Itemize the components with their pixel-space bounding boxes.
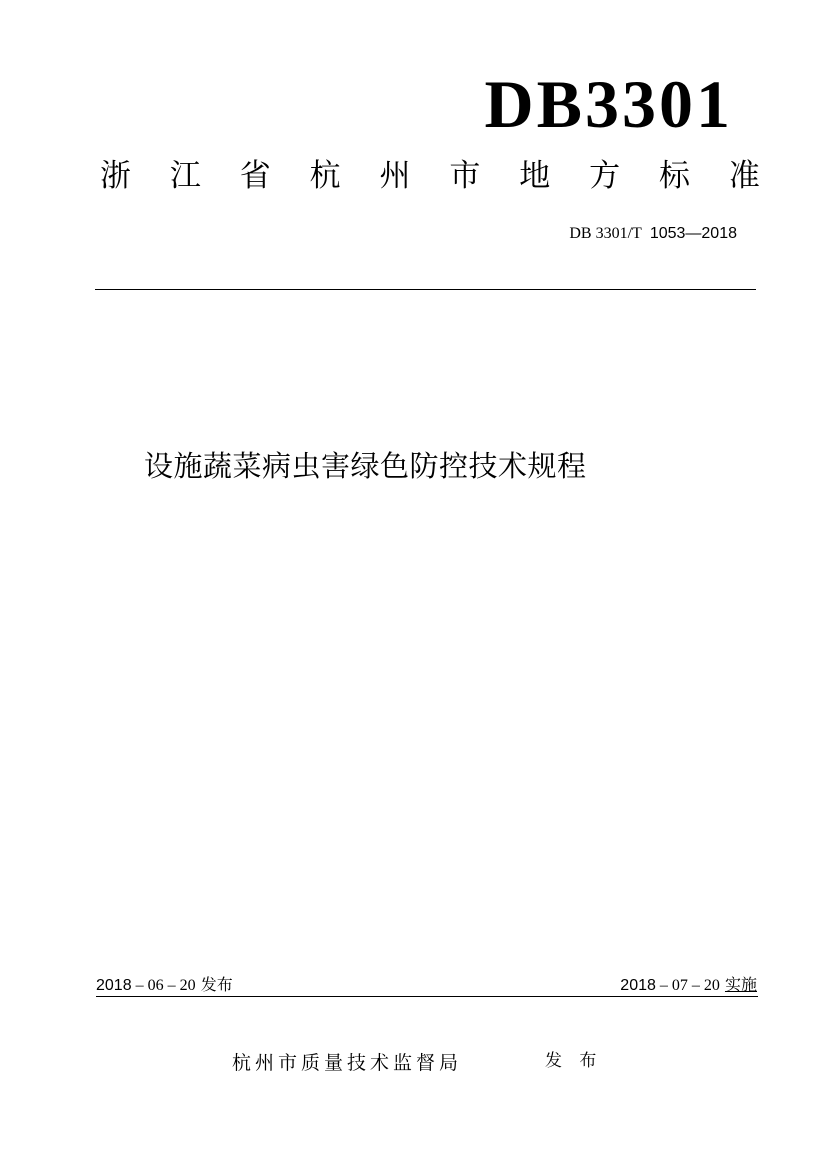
- standard-type-char: 州: [379, 158, 411, 194]
- standard-type-char: 准: [728, 158, 760, 194]
- implement-date-year: 2018: [620, 977, 656, 994]
- standard-type-char: 省: [239, 158, 271, 194]
- issue-label: 发布: [200, 975, 233, 994]
- standard-type-char: 地: [519, 158, 551, 194]
- standard-number-suffix: 1053—2018: [649, 225, 737, 242]
- implement-label: 实施: [724, 975, 757, 994]
- standard-type-char: 市: [449, 158, 481, 194]
- document-title: 设施蔬菜病虫害绿色防控技术规程: [144, 449, 587, 483]
- standard-code-mark: DB3301: [484, 66, 733, 142]
- footer-divider: [96, 996, 758, 997]
- issue-date-rest: – 06 – 20: [131, 977, 196, 994]
- standard-type-char: 杭: [309, 158, 341, 194]
- publisher-name: 杭州市质量技术监督局: [232, 1052, 463, 1074]
- issue-date-year: 2018: [96, 977, 132, 994]
- standard-type-char: 浙: [100, 158, 131, 194]
- standard-type-char: 江: [169, 158, 201, 194]
- implement-date: [620, 975, 757, 996]
- publish-label: 发 布: [545, 1051, 603, 1071]
- standard-type-heading: [100, 156, 760, 196]
- standard-number-prefix: DB 3301/T: [569, 225, 642, 242]
- header-divider: [95, 289, 756, 290]
- standard-type-char: 标: [659, 158, 690, 194]
- standard-type-char: 方: [589, 158, 621, 194]
- implement-date-rest: – 07 – 20: [655, 977, 720, 994]
- standard-number: [569, 224, 737, 244]
- issue-date: [96, 975, 233, 996]
